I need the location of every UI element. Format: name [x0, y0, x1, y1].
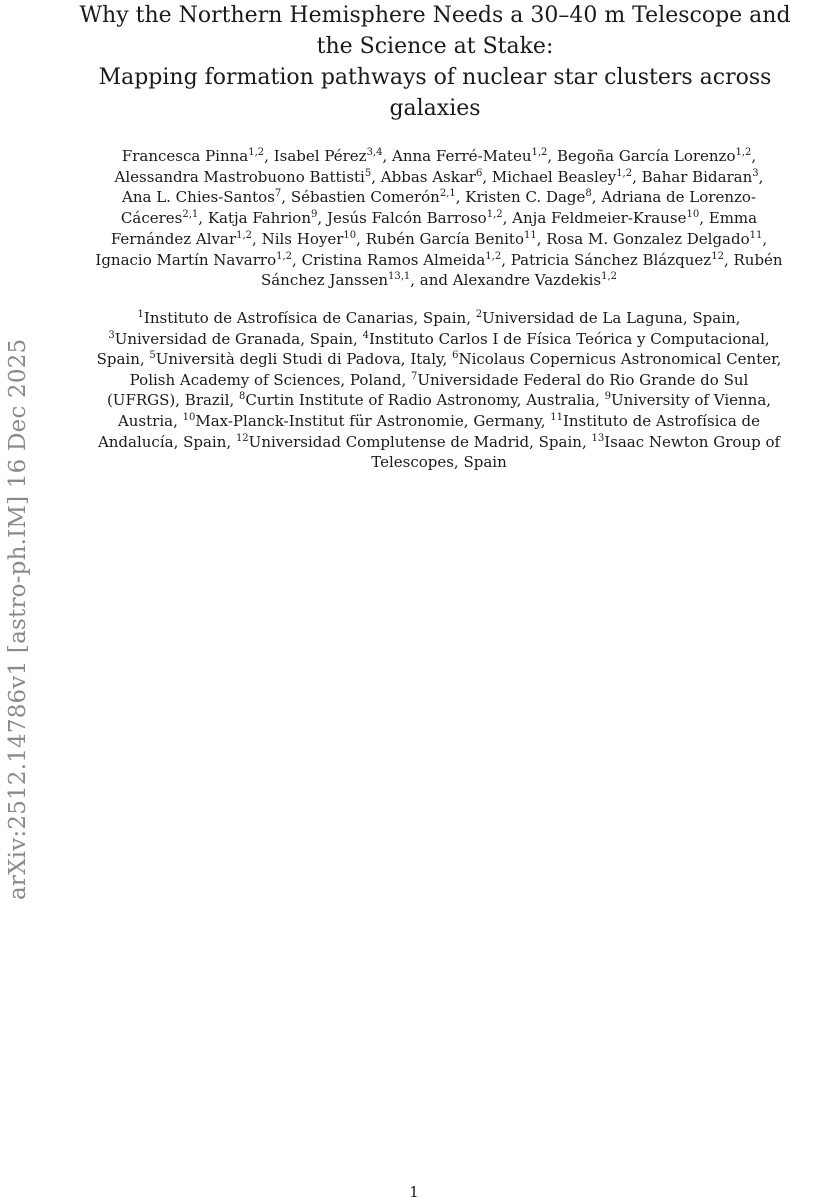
- author-affiliation-marker: 1,2: [236, 229, 253, 241]
- author-name: Michael Beasley: [491, 167, 617, 186]
- author-name: Rosa M. Gonzalez Delgado: [546, 229, 750, 248]
- author-name: Anja Feldmeier-Krause: [512, 209, 687, 228]
- author-name: Patricia Sánchez Blázquez: [510, 250, 712, 269]
- author-name: Begoña García Lorenzo: [556, 147, 736, 165]
- author-affiliation-marker: 12: [711, 250, 724, 262]
- affiliation-number: 9: [604, 391, 612, 403]
- author-affiliation-marker: 1,2: [248, 147, 265, 158]
- author-affiliation-marker: 1,2: [485, 250, 502, 262]
- affiliation-number: 13: [591, 432, 605, 444]
- arxiv-identifier-text: arXiv:2512.14786v1 [astro-ph.IM] 16 Dec 2025: [5, 338, 31, 900]
- author-name: Alexandre Vazdekis: [452, 271, 602, 290]
- author-affiliation-marker: 11: [749, 229, 763, 241]
- affiliation-name: Max-Planck-Institut für Astronomie, Germany: [195, 411, 541, 430]
- affiliation-number: 10: [182, 411, 196, 423]
- affiliation-number: 6: [452, 350, 459, 362]
- author-affiliation-marker: 9: [311, 209, 318, 221]
- author-line: Alessandra Mastrobuono Battisti$^5$, Abbas Askar$^6$, Michael Beasley$^{1,2}$, Bahar Bidaran$^3$,: [114, 167, 764, 186]
- affiliation-name: Instituto de Astrofísica de Canarias, Spain: [143, 309, 467, 327]
- author-affiliation-marker: 10: [343, 229, 357, 241]
- author-name: Nils Hoyer: [261, 229, 344, 248]
- author-name: Alessandra Mastrobuono Battisti: [114, 167, 365, 186]
- author-affiliation-marker: 1,2: [486, 209, 503, 221]
- affiliation-number: 8: [238, 391, 246, 403]
- author-affiliation-marker: 3,4: [366, 147, 383, 158]
- author-name: Rubén García Benito: [365, 229, 524, 248]
- paper-title: [70, 0, 800, 124]
- arxiv-identifier-stamp: [4, 250, 34, 900]
- author-affiliation-marker: 2,1: [182, 209, 199, 221]
- author-affiliation-marker: 1,2: [276, 250, 293, 262]
- author-affiliation-marker: 1,2: [601, 271, 618, 283]
- title-line-4: galaxies: [389, 96, 481, 121]
- affiliation-name: Universidad Complutense de Madrid, Spain: [248, 432, 582, 451]
- title-line-1: Why the Northern Hemisphere Needs a 30–40 m Telescope and: [79, 3, 791, 28]
- affiliation-number: 1: [137, 309, 144, 320]
- affiliation-name: Universidade Federal do Rio Grande do Sul (UFRGS), Brazil: [106, 370, 749, 410]
- author-affiliation-marker: 10: [686, 209, 700, 221]
- author-line: Francesca Pinna$^{1,2}$, Isabel Pérez$^{3,4}$, Anna Ferré-Mateu$^{1,2}$, Begoña García Lorenzo$^{1,2}$,: [121, 147, 757, 165]
- author-affiliation-marker: 5: [364, 167, 372, 179]
- affiliation-name: Universidad de Granada, Spain: [114, 329, 354, 348]
- author-name: Sébastien Comerón: [290, 188, 440, 207]
- author-name: Adriana de Lorenzo-Cáceres: [120, 188, 757, 228]
- author-affiliation-marker: 3: [752, 167, 759, 179]
- author-name: Cristina Ramos Almeida: [301, 250, 486, 269]
- author-affiliation-marker: 7: [274, 188, 282, 200]
- title-line-3: Mapping formation pathways of nuclear star clusters across: [98, 65, 772, 90]
- affiliation-name: Instituto de Astrofísica de Andalucía, Spain: [97, 411, 761, 451]
- author-name: Isabel Pérez: [273, 147, 367, 165]
- affiliation-name: Nicolaus Copernicus Astronomical Center, Polish Academy of Sciences, Poland: [129, 350, 782, 389]
- author-affiliation-marker: 13,1: [388, 271, 411, 283]
- page-number: 1: [409, 1183, 419, 1201]
- author-affiliation-marker: 1,2: [735, 147, 752, 158]
- affiliation-name: Instituto Carlos I de Física Teórica y Computacional, Spain: [96, 329, 770, 369]
- author-name: Ignacio Martín Navarro: [95, 250, 277, 269]
- author-name: Ana L. Chies-Santos: [121, 188, 275, 207]
- affiliation-name: Universidad de La Laguna, Spain: [482, 309, 736, 327]
- affiliation-number: 2: [475, 309, 483, 320]
- author-affiliation-marker: 6: [475, 167, 483, 179]
- affiliation-number: 5: [149, 350, 156, 362]
- author-name: Bahar Bidaran: [641, 167, 753, 186]
- affiliation-number: 11: [550, 411, 563, 423]
- author-name: Jesús Falcón Barroso: [326, 209, 487, 228]
- author-line: Ana L. Chies-Santos$^7$, Sébastien Comerón$^{2,1}$, Kristen C. Dage$^8$, Adriana de Lorenzo-Cáceres$^{2,1}$, Katja Fahrion$^9$, Jesús Falcón Barroso$^{1,2}$, Anja Feldmeier-Krause$^{10}$, Emma Fernández Alvar$^{1,2}$, Nils Hoyer$^{10}$, Rubén García Benito$^{11}$, Rosa M. Gonzalez Delgado$^{11}$, Ignacio Martín Navarro$^{1,2}$, Cristina Ramos Almeida$^{1,2}$, Patricia Sánchez Blázquez$^{12}$, Rubén Sánchez Janssen$^{13,1}$, and Alexandre Vazdekis$^{1,2}$: [95, 188, 783, 290]
- affiliation-number: 7: [410, 370, 418, 382]
- affiliation-number: 4: [362, 329, 369, 341]
- author-affiliation-marker: 11: [523, 229, 537, 241]
- author-list: [92, 146, 786, 291]
- affiliation-number: 12: [235, 432, 249, 444]
- author-name: Kristen C. Dage: [465, 188, 586, 207]
- title-line-2: the Science at Stake:: [316, 34, 554, 59]
- author-name: Anna Ferré-Mateu: [392, 147, 532, 165]
- affiliation-list: $^1$Instituto de Astrofísica de Canarias, Spain, $^2$Universidad de La Laguna, Spain, $^3$Universidad de Granada, Spain, $^4$Instituto Carlos I de Física Teórica y Computacional, Spain, $^5$Università degli Studi di Padova, Italy, $^6$Nicolaus Copernicus Astronomical Center, Polish Academy of Sciences, Poland, $^7$Universidade Federal do Rio Grande do Sul (UFRGS), Brazil, $^8$Curtin Institute of Radio Astronomy, Australia, $^9$University of Vienna, Austria, $^{10}$Max-Planck-Institut für Astronomie, Germany, $^{11}$Instituto de Astrofísica de Andalucía, Spain, $^{12}$Universidad Complutense de Madrid, Spain, $^{13}$Isaac Newton Group of Telescopes, Spain: [96, 309, 782, 472]
- author-name: Emma Fernández Alvar: [110, 209, 758, 248]
- author-name: Francesca Pinna: [121, 147, 249, 165]
- affiliation-name: Isaac Newton Group of Telescopes, Spain: [371, 432, 781, 472]
- author-name: Rubén Sánchez Janssen: [260, 250, 783, 290]
- affiliation-name: Università degli Studi di Padova, Italy: [155, 350, 443, 369]
- author-affiliation-marker: 1,2: [616, 167, 633, 179]
- author-name: Katja Fahrion: [207, 209, 312, 228]
- author-name: Abbas Askar: [380, 167, 476, 186]
- author-affiliation-marker: 1,2: [531, 147, 548, 158]
- affiliation-number: 3: [108, 329, 115, 341]
- author-affiliation-marker: 2,1: [439, 188, 456, 200]
- affiliation-name: University of Vienna, Austria: [117, 391, 772, 430]
- author-affiliation-marker: 8: [585, 188, 592, 200]
- affiliation-name: Curtin Institute of Radio Astronomy, Australia: [245, 391, 596, 410]
